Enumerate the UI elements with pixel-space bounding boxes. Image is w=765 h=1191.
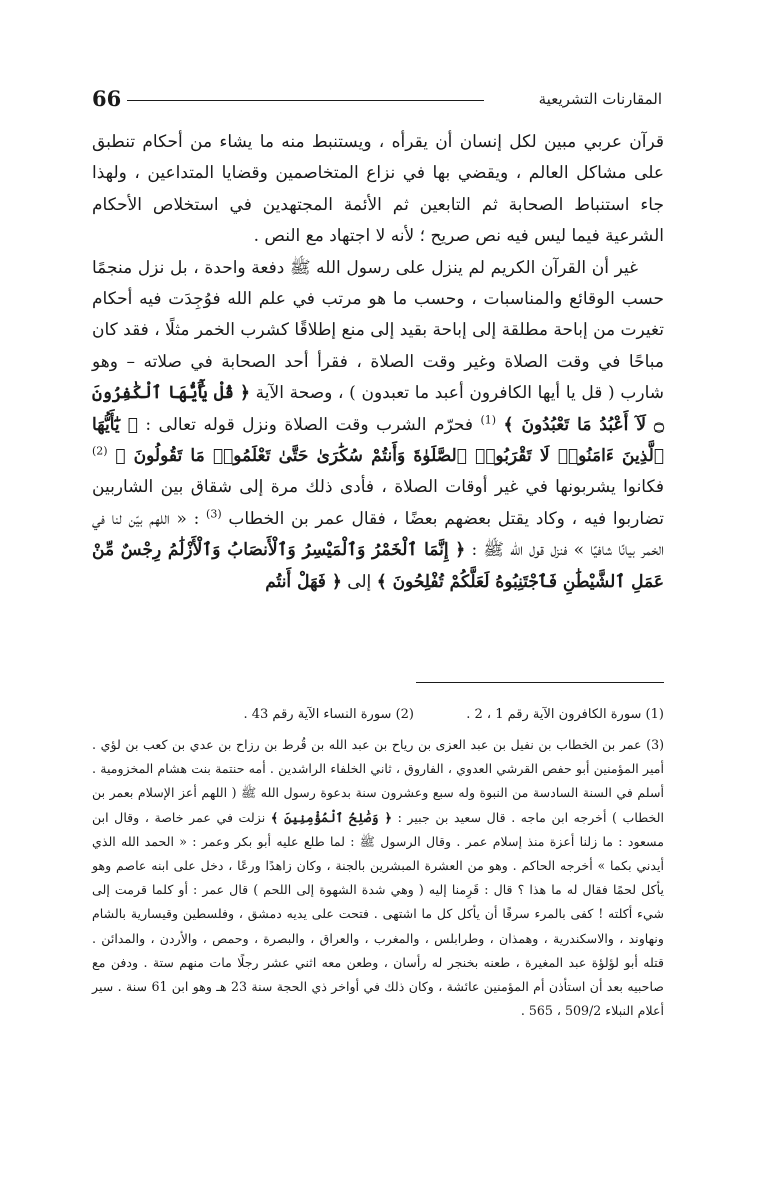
footnote-3-quran: ﴿ وَصَٰلِحُ ٱلْمُؤْمِنِينَ ﴾ <box>270 809 393 825</box>
footnote-ref-1: (1) <box>480 413 497 426</box>
footnote-2: (2) سورة النساء الآية رقم 43 . <box>243 707 414 722</box>
page-number: 66 <box>92 86 122 111</box>
page-header <box>92 86 662 116</box>
paragraph-2-text-e: إلى <box>347 571 372 592</box>
paragraph-2-text-d: : « اللهم بيّن لنا في الخمر بيانًا شافيًا » فنزل قول الله ﷺ : <box>92 508 664 561</box>
paragraph-2-text-c: فكانوا يشربونها في غير أوقات الصلاة ، فأدى ذلك مرة إلى شقاق بين الشاربين تضاربوا فيه ، وكاد يقتل بعضهم بعضًا ، فقال عمر بن الخطاب <box>92 477 664 529</box>
quran-verse-2: ﴿ يَٰٓأَيُّهَا ٱلَّذِينَ ءَامَنُوا۟ لَا تَقْرَبُوا۟ ٱلصَّلَوٰةَ وَأَنتُمْ سُكَٰرَىٰ حَتَّىٰ تَعْلَمُوا۟ مَا تَقُولُونَ ﴾ <box>92 414 664 467</box>
paragraph-2 <box>92 253 664 598</box>
quran-verse-4: ﴿ فَهَلْ أَنتُم <box>265 571 342 592</box>
footnote-ref-3: (3) <box>206 507 222 521</box>
main-text <box>92 127 664 598</box>
footnote-3-text-b: نزلت في عمر خاصة ، وقال ابن مسعود : ما زلنا أعزة منذ إسلام عمر . وقال الرسول ﷺ : لما طلع عليه أبو بكر وعمر : « الحمد الله الذي أيدني بكما » أخرجه الحاكم . وهو من العشرة المبشرين بالجنة ، وكان زاهدًا ورعًا ، دخل على ابنه عاصم وهو يأكل لحمًا فقال له ما هذا ؟ قال : قَرِمنا إليه ( وهي شدة الشهوة إلى اللحم ) قال عمر : أو كلما قرمت إلى شيء أكلته ! كفى بالمرء سرفًا أن يأكل كل ما اشتهى . فتحت على يديه دمشق ، وفلسطين وقيسارية بالشام ونهاوند ، والاسكندرية ، وهمذان ، وطرابلس ، والمغرب ، والعراق ، والبصرة ، وحمص ، والأردن ، والمدائن . قتله أبو لؤلؤة عبد المغيرة ، طعنه بخنجر له رأسان ، وطعن معه اثني عشر رجلًا مات منهم ستة . ودفن مع صاحبيه بعد أن استأذن أم المؤمنين عائشة ، وكان ذلك في أواخر ذي الحجة سنة 23 هـ وهو ابن 61 سنة . سير أعلام النبلاء 509/2 ، 565 . <box>92 809 664 1019</box>
paragraph-2-text-b: فحرّم الشرب وقت الصلاة ونزل قوله تعالى : <box>145 414 473 435</box>
header-rule <box>127 100 484 101</box>
paragraph-2-text-a: غير أن القرآن الكريم لم ينزل على رسول الله ﷺ دفعة واحدة ، بل نزل منجمًا حسب الوقائع والمناسبات ، وحسب ما هو مرتب في علم الله فوُجِدَت فيه أحكام تغيرت من إباحة مطلقة إلى إباحة بقيد إلى منع إطلاقًا كشرب الخمر مثلًا ، فقد كان مباحًا في وقت الصلاة وغير وقت الصلاة ، فقرأ أحد الصحابة في صلاته – وهو شارب ( قل يا أيها الكافرون أعبد ما تعبدون ) ، وصحة الآية <box>92 257 664 404</box>
footnote-1: (1) سورة الكافرون الآية رقم 1 ، 2 . <box>466 707 664 722</box>
footnotes-short <box>92 702 664 728</box>
footnote-3 <box>92 733 664 1023</box>
footnote-separator <box>416 682 664 683</box>
footnote-3-text-a: (3) عمر بن الخطاب بن نفيل بن عبد العزى بن رياح بن عبد الله بن قُرط بن رزاح بن عدي بن كعب بن لؤي . أمير المؤمنين أبو حفص القرشي العدوي ، الفاروق ، ثاني الخلفاء الراشدين . أمه حنتمة بنت هشام المخزومية . أسلم في السنة السادسة من النبوة وله سبع وعشرون سنة بدعوة رسول الله ﷺ ( اللهم أعز الإسلام بعمر بن الخطاب ) أخرجه ابن ماجه . قال سعيد بن جبير : <box>92 737 665 825</box>
footnote-ref-2: (2) <box>92 444 108 458</box>
paragraph-1: قرآن عربي مبين لكل إنسان أن يقرأه ، ويستنبط منه ما يشاء من أحكام تنطبق على مشاكل العالم ، ويقضي بها في نزاع المتخاصمين وقضايا المتداعين ، ولهذا جاء استنباط الصحابة ثم التابعين ثم الأئمة المجتهدين في استخلاص الأحكام الشرعية فيما ليس فيه نص صريح ؛ لأنه لا اجتهاد مع النص . <box>92 132 664 247</box>
quran-verse-3: ﴿ إِنَّمَا ٱلْخَمْرُ وَٱلْمَيْسِرُ وَٱلْأَنصَابُ وَٱلْأَزْلَٰمُ رِجْسٌ مِّنْ عَمَلِ ٱلشَّيْطَٰنِ فَٱجْتَنِبُوهُ لَعَلَّكُمْ تُفْلِحُونَ ﴾ <box>92 540 664 592</box>
running-title: المقارنات التشريعية <box>538 90 662 108</box>
quran-verse-1: ﴿ قُلْ يَٰٓأَيُّهَا ٱلْكَٰفِرُونَ ۝ لَآ أَعْبُدُ مَا تَعْبُدُونَ ﴾ <box>92 383 664 435</box>
